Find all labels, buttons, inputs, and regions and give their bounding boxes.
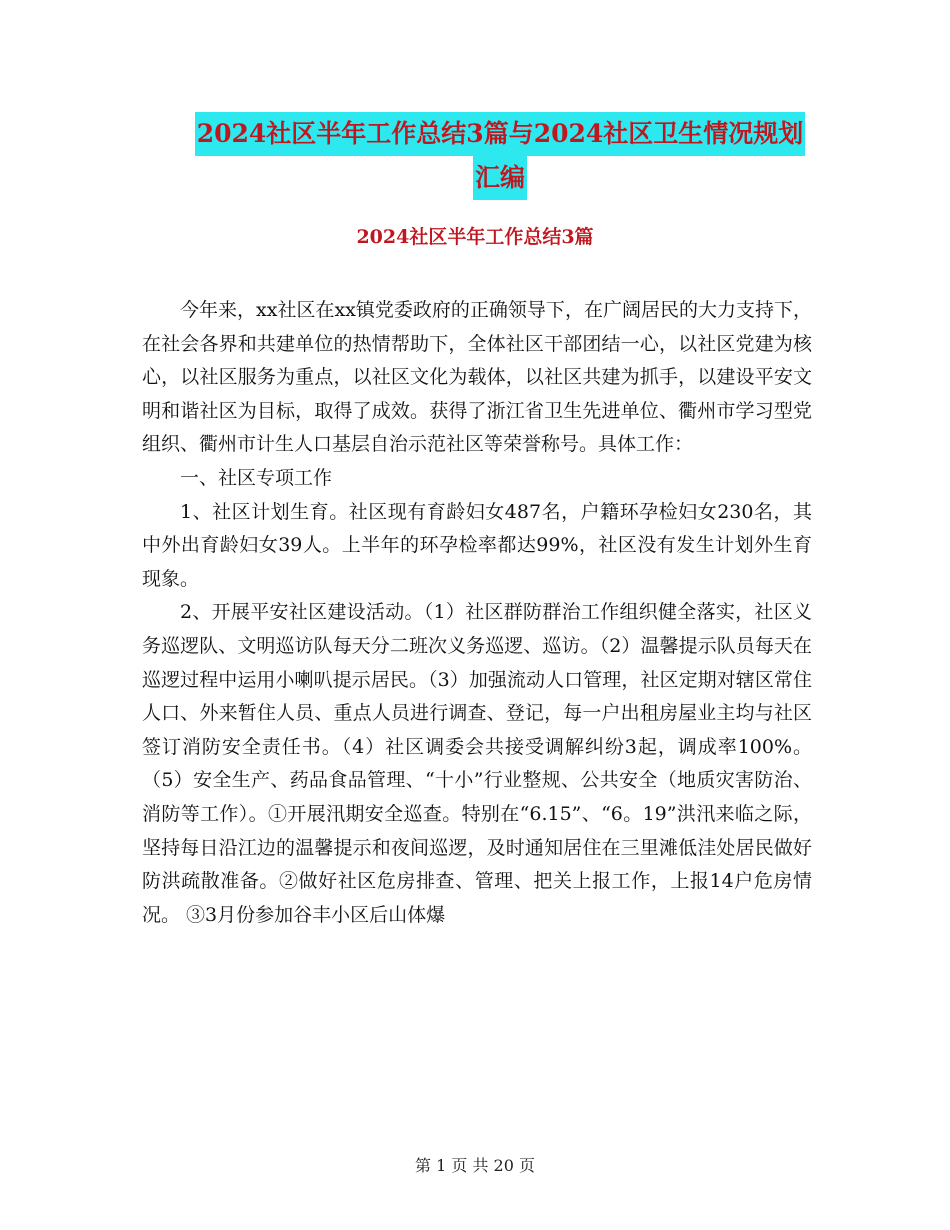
title-line-1: 2024社区半年工作总结3篇与2024社区卫生情况规划	[195, 112, 806, 156]
paragraph-family-planning: 1、社区计划生育。社区现有育龄妇女487名，户籍环孕检妇女230名，其中外出育龄妇女39人。上半年的环孕检率都达99%，社区没有发生计划外生育现象。	[142, 500, 812, 590]
paragraph-intro: 今年来，xx社区在xx镇党委政府的正确领导下，在广阔居民的大力支持下，在社会各界和共建单位的热情帮助下，全体社区干部团结一心，以社区党建为核心，以社区服务为重点，以社区文化为载体，以社区共建为抓手，以建设平安文明和谐社区为目标，取得了成效。获得了浙江省卫生先进单位、衢州市学习型党组织、衢州市计生人口基层自治示范社区等荣誉称号。具体工作：	[142, 299, 812, 456]
body-text	[142, 294, 812, 932]
title-line-2: 汇编	[473, 156, 527, 200]
document-title	[140, 112, 860, 200]
section-subtitle: 2024社区半年工作总结3篇	[356, 226, 594, 248]
page-footer: 第 1 页 共 20 页	[415, 1156, 535, 1175]
paragraph-section-heading: 一、社区专项工作	[180, 466, 333, 489]
paragraph-safety-community: 2、开展平安社区建设活动。（1）社区群防群治工作组织健全落实，社区义务巡逻队、文明巡访队每天分二班次义务巡逻、巡访。（2）温馨提示队员每天在巡逻过程中运用小喇叭提示居民。（3）加强流动人口管理，社区定期对辖区常住人口、外来暂住人员、重点人员进行调查、登记，每一户出租房屋业主均与社区签订消防安全责任书。（4）社区调委会共接受调解纠纷3起，调成率100%。（5）安全生产、药品食品管理、“十小”行业整规、公共安全（地质灾害防治、消防等工作）。①开展汛期安全巡查。特别在“6.15”、“6。19”洪汛来临之际，坚持每日沿江边的温馨提示和夜间巡逻，及时通知居住在三里滩低洼处居民做好防洪疏散准备。②做好社区危房排查、管理、把关上报工作，上报14户危房情况。 ③3月份参加谷丰小区后山体爆	[142, 601, 812, 926]
